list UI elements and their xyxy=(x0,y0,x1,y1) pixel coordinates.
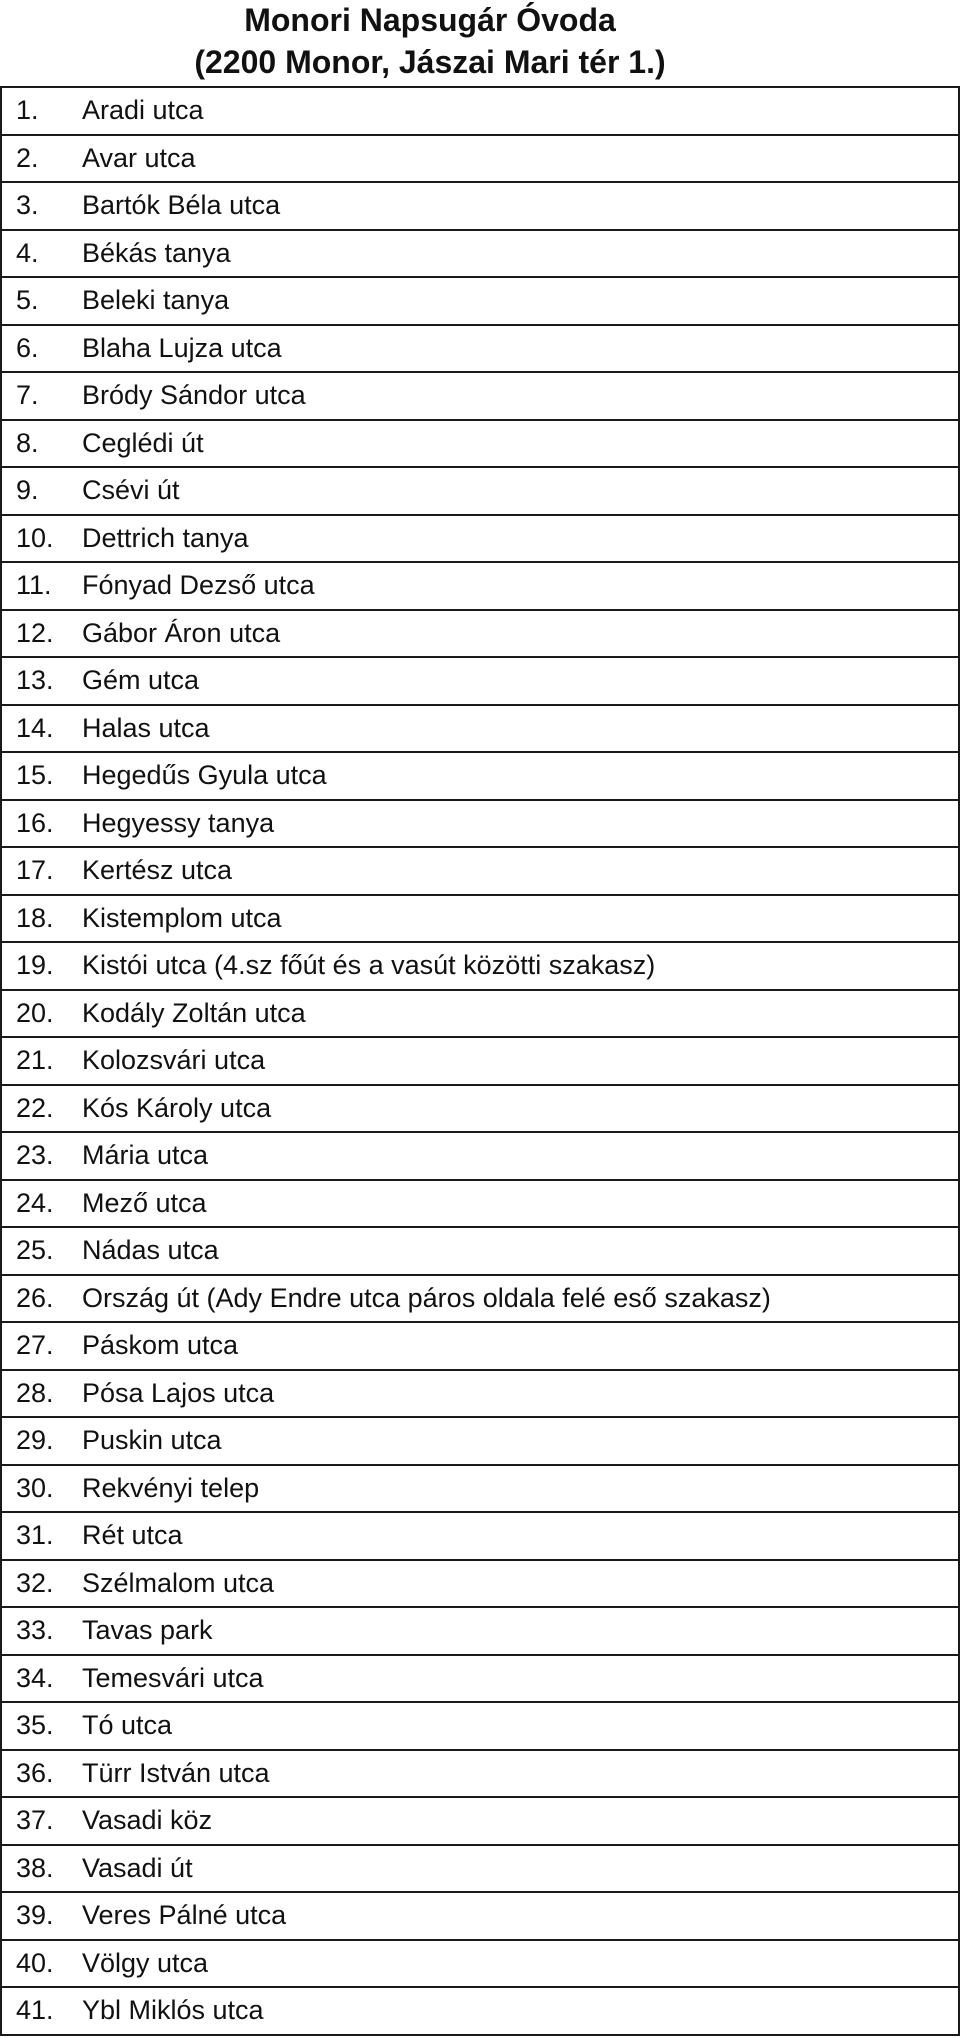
street-row xyxy=(1,1465,959,1513)
street-cell xyxy=(1,1655,959,1703)
street-cell xyxy=(1,1512,959,1560)
street-number: 11. xyxy=(16,570,52,601)
street-cell xyxy=(1,800,959,848)
street-number: 26. xyxy=(16,1282,54,1313)
street-name: Vasadi köz xyxy=(82,1805,213,1836)
street-row xyxy=(1,1987,959,2035)
street-cell xyxy=(1,895,959,943)
street-cell xyxy=(1,1750,959,1798)
street-number: 34. xyxy=(16,1662,54,1693)
street-cell xyxy=(1,372,959,420)
street-cell xyxy=(1,610,959,658)
street-row xyxy=(1,1655,959,1703)
street-name: Bródy Sándor utca xyxy=(82,380,306,411)
street-name: Békás tanya xyxy=(82,237,231,268)
street-name: Hegyessy tanya xyxy=(82,807,275,838)
street-row xyxy=(1,1940,959,1988)
street-name: Tavas park xyxy=(82,1615,213,1646)
street-name: Veres Pálné utca xyxy=(82,1900,287,1931)
street-number: 41. xyxy=(16,1995,54,2026)
street-row xyxy=(1,277,959,325)
street-number: 27. xyxy=(16,1330,54,1361)
street-row xyxy=(1,1322,959,1370)
street-name: Vasadi út xyxy=(82,1852,193,1883)
street-row xyxy=(1,1037,959,1085)
street-number: 2. xyxy=(16,142,39,173)
street-row xyxy=(1,467,959,515)
street-number: 17. xyxy=(16,855,54,886)
street-name: Tó utca xyxy=(82,1710,173,1741)
street-name: Nádas utca xyxy=(82,1235,219,1266)
street-name: Kistói utca (4.sz főút és a vasút közötti szakasz) xyxy=(82,950,656,981)
street-number: 7. xyxy=(16,380,39,411)
street-row xyxy=(1,1607,959,1655)
street-list-table xyxy=(0,86,960,2036)
street-row xyxy=(1,1085,959,1133)
street-cell xyxy=(1,1417,959,1465)
street-cell xyxy=(1,135,959,183)
street-row xyxy=(1,420,959,468)
street-number: 35. xyxy=(16,1710,54,1741)
street-cell xyxy=(1,1797,959,1845)
street-number: 13. xyxy=(16,665,54,696)
street-row xyxy=(1,752,959,800)
street-name: Ceglédi út xyxy=(82,427,204,458)
street-cell xyxy=(1,1607,959,1655)
street-cell xyxy=(1,87,959,135)
street-number: 29. xyxy=(16,1425,54,1456)
street-number: 38. xyxy=(16,1852,54,1883)
street-name: Hegedűs Gyula utca xyxy=(82,760,327,791)
street-name: Kós Károly utca xyxy=(82,1092,272,1123)
street-row xyxy=(1,515,959,563)
street-row xyxy=(1,372,959,420)
street-cell xyxy=(1,467,959,515)
street-name: Temesvári utca xyxy=(82,1662,264,1693)
street-number: 16. xyxy=(16,807,54,838)
street-name: Gém utca xyxy=(82,665,200,696)
street-number: 6. xyxy=(16,332,39,363)
street-row xyxy=(1,942,959,990)
street-number: 31. xyxy=(16,1520,54,1551)
street-name: Pósa Lajos utca xyxy=(82,1377,275,1408)
street-cell xyxy=(1,1275,959,1323)
street-row xyxy=(1,847,959,895)
street-row xyxy=(1,1702,959,1750)
street-name: Kistemplom utca xyxy=(82,902,282,933)
street-number: 40. xyxy=(16,1947,54,1978)
street-name: Puskin utca xyxy=(82,1425,222,1456)
street-name: Fónyad Dezső utca xyxy=(82,570,315,601)
street-cell xyxy=(1,657,959,705)
street-name: Ország út (Ady Endre utca páros oldala felé eső szakasz) xyxy=(82,1282,771,1313)
street-cell xyxy=(1,1892,959,1940)
street-number: 30. xyxy=(16,1472,54,1503)
street-name: Szélmalom utca xyxy=(82,1567,275,1598)
street-name: Kodály Zoltán utca xyxy=(82,997,306,1028)
street-number: 20. xyxy=(16,997,54,1028)
street-name: Mária utca xyxy=(82,1140,209,1171)
street-row xyxy=(1,800,959,848)
street-row xyxy=(1,705,959,753)
street-cell xyxy=(1,1322,959,1370)
street-row xyxy=(1,1845,959,1893)
street-cell xyxy=(1,705,959,753)
street-number: 28. xyxy=(16,1377,54,1408)
street-name: Ybl Miklós utca xyxy=(82,1995,264,2026)
street-row xyxy=(1,1750,959,1798)
street-row xyxy=(1,657,959,705)
street-cell xyxy=(1,847,959,895)
street-row xyxy=(1,1227,959,1275)
street-cell xyxy=(1,1465,959,1513)
street-number: 10. xyxy=(16,522,54,553)
street-cell xyxy=(1,1037,959,1085)
street-name: Völgy utca xyxy=(82,1947,209,1978)
street-row xyxy=(1,1275,959,1323)
street-name: Türr István utca xyxy=(82,1757,270,1788)
street-row xyxy=(1,1180,959,1228)
street-name: Csévi út xyxy=(82,475,180,506)
street-number: 23. xyxy=(16,1140,54,1171)
kindergarten-name: Monori Napsugár Óvoda xyxy=(244,2,616,38)
street-row xyxy=(1,990,959,1038)
street-cell xyxy=(1,515,959,563)
street-name: Bartók Béla utca xyxy=(82,190,281,221)
street-row xyxy=(1,562,959,610)
street-number: 37. xyxy=(16,1805,54,1836)
street-row xyxy=(1,1560,959,1608)
street-row xyxy=(1,610,959,658)
street-number: 15. xyxy=(16,760,54,791)
street-row xyxy=(1,87,959,135)
street-cell xyxy=(1,990,959,1038)
street-number: 4. xyxy=(16,237,39,268)
street-name: Halas utca xyxy=(82,712,210,743)
street-row xyxy=(1,1797,959,1845)
street-name: Mező utca xyxy=(82,1187,207,1218)
street-cell xyxy=(1,1702,959,1750)
street-row xyxy=(1,1417,959,1465)
street-number: 5. xyxy=(16,285,39,316)
street-cell xyxy=(1,1227,959,1275)
street-number: 36. xyxy=(16,1757,54,1788)
kindergarten-address: (2200 Monor, Jászai Mari tér 1.) xyxy=(194,44,666,80)
street-number: 9. xyxy=(16,475,39,506)
street-row xyxy=(1,1892,959,1940)
street-cell xyxy=(1,230,959,278)
street-cell xyxy=(1,1370,959,1418)
street-name: Aradi utca xyxy=(82,95,204,126)
street-name: Avar utca xyxy=(82,142,196,173)
document-header xyxy=(0,0,960,90)
street-row xyxy=(1,135,959,183)
street-cell xyxy=(1,277,959,325)
street-row xyxy=(1,325,959,373)
street-list-body xyxy=(1,87,959,2035)
street-number: 19. xyxy=(16,950,54,981)
street-cell xyxy=(1,182,959,230)
street-name: Rekvényi telep xyxy=(82,1472,260,1503)
street-row xyxy=(1,895,959,943)
street-row xyxy=(1,1512,959,1560)
street-name: Rét utca xyxy=(82,1520,183,1551)
street-number: 14. xyxy=(16,712,54,743)
street-number: 33. xyxy=(16,1615,54,1646)
street-number: 24. xyxy=(16,1187,54,1218)
street-row xyxy=(1,1132,959,1180)
street-cell xyxy=(1,1940,959,1988)
street-cell xyxy=(1,752,959,800)
street-cell xyxy=(1,420,959,468)
street-number: 18. xyxy=(16,902,54,933)
street-name: Dettrich tanya xyxy=(82,522,249,553)
street-cell xyxy=(1,942,959,990)
street-cell xyxy=(1,325,959,373)
street-cell xyxy=(1,1987,959,2035)
street-cell xyxy=(1,1560,959,1608)
street-row xyxy=(1,230,959,278)
street-name: Blaha Lujza utca xyxy=(82,332,282,363)
street-name: Beleki tanya xyxy=(82,285,230,316)
street-row xyxy=(1,182,959,230)
street-number: 22. xyxy=(16,1092,54,1123)
street-number: 12. xyxy=(16,617,54,648)
street-number: 21. xyxy=(16,1045,54,1076)
street-name: Kolozsvári utca xyxy=(82,1045,266,1076)
street-cell xyxy=(1,1132,959,1180)
street-number: 25. xyxy=(16,1235,54,1266)
street-name: Páskom utca xyxy=(82,1330,239,1361)
street-cell xyxy=(1,1085,959,1133)
street-cell xyxy=(1,1845,959,1893)
street-number: 3. xyxy=(16,190,39,221)
street-number: 39. xyxy=(16,1900,54,1931)
street-number: 32. xyxy=(16,1567,54,1598)
street-number: 8. xyxy=(16,427,39,458)
street-row xyxy=(1,1370,959,1418)
street-name: Kertész utca xyxy=(82,855,233,886)
street-cell xyxy=(1,562,959,610)
street-number: 1. xyxy=(16,95,39,126)
street-cell xyxy=(1,1180,959,1228)
street-name: Gábor Áron utca xyxy=(82,617,281,648)
